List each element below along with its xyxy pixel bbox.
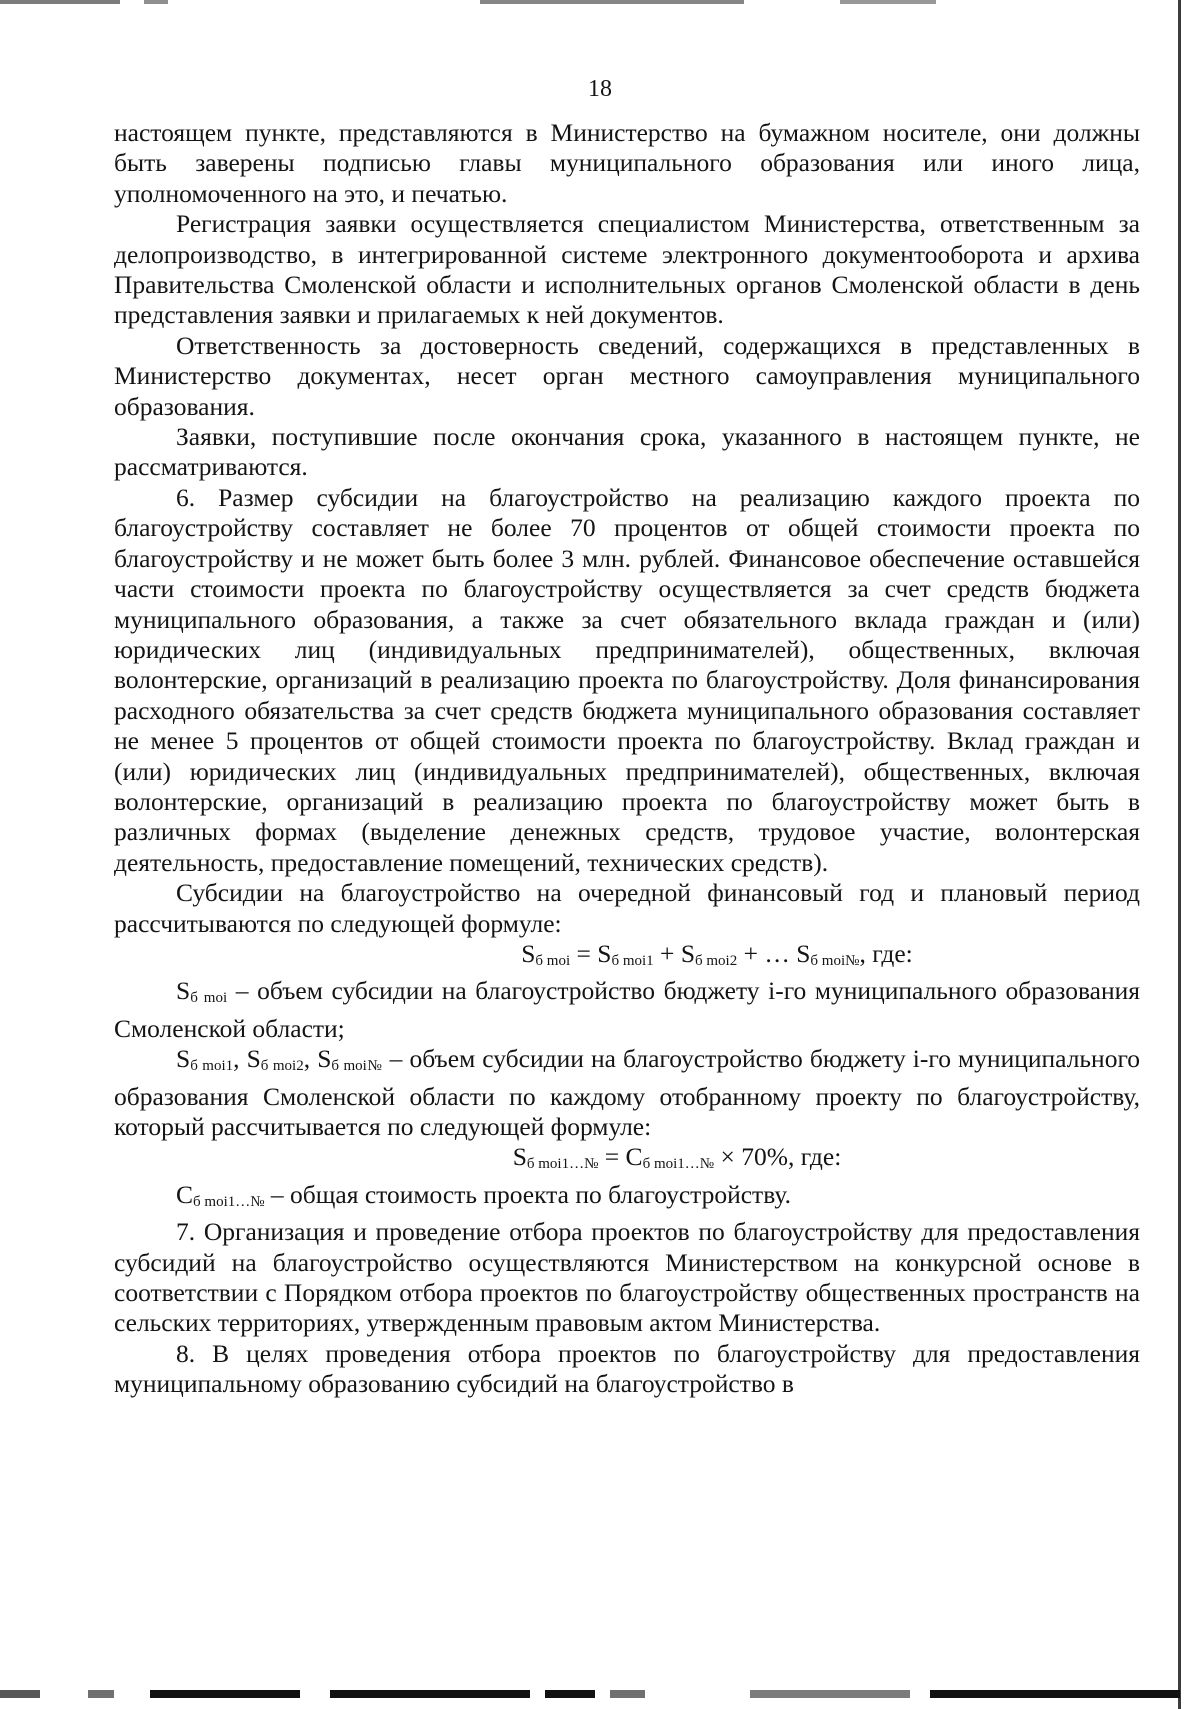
definition-text: – объем субсидии на благоустройство бюджету i-го муниципального образования Смоленской области; — [114, 976, 1140, 1043]
definition-s-moi — [114, 976, 1140, 1044]
subsidy-formula — [114, 939, 1140, 976]
formula-symbol: S — [512, 1142, 527, 1172]
paragraph: Субсидии на благоустройство на очередной финансовый год и плановый период рассчитываются по следующей формуле: — [114, 878, 1140, 938]
formula-symbol: S — [680, 938, 695, 968]
definition-text: – общая стоимость проекта по благоустройству. — [264, 1179, 791, 1209]
paragraph: Регистрация заявки осуществляется специалистом Министерства, ответственным за делопроизводство, в интегрированной системе электронного документооборота и архива Правительства Смоленской области и исполнительных органов Смоленской области в день представления заявки и прилагаемых к ней документов. — [114, 209, 1140, 330]
scan-edge-top — [0, 0, 1200, 4]
formula-symbol: S — [246, 1044, 261, 1074]
formula-subscript: б moi2 — [695, 952, 738, 969]
definition-s-moi-list — [114, 1044, 1140, 1142]
formula-subscript: б moi — [535, 952, 571, 969]
formula-symbol: S — [176, 1044, 191, 1074]
paragraph: настоящем пункте, представляются в Министерство на бумажном носителе, они должны быть заверены подписью главы муниципального образования или иного лица, уполномоченного на это, и печатью. — [114, 118, 1140, 208]
formula-subscript: б moi — [190, 990, 228, 1007]
project-subsidy-formula — [114, 1142, 1140, 1179]
formula-symbol: S — [796, 938, 811, 968]
formula-subscript: б moi1 — [190, 1058, 234, 1075]
formula-operator: = — [598, 1142, 626, 1172]
formula-subscript: б moi1…№ — [193, 1193, 265, 1210]
formula-symbol: C — [176, 1179, 194, 1209]
document-body — [114, 118, 1140, 1400]
paragraph-item-6: 6. Размер субсидии на благоустройство на реализацию каждого проекта по благоустройству составляет не более 70 процентов от общей стоимости проекта по благоустройству и не может быть более 3 млн. рублей. Финансовое обеспечение оставшейся части стоимости проекта по благоустройству осуществляется за счет средств бюджета муниципального образования, а также за счет обязательного вклада граждан и (или) юридических лиц (индивидуальных предпринимателей), общественных, включая волонтерские, организаций в реализацию проекта по благоустройству. Доля финансирования расходного обязательства за счет средств бюджета муниципального образования составляет не менее 5 процентов от общей стоимости проекта по благоустройству. Вклад граждан и (или) юридических лиц (индивидуальных предпринимателей), общественных, включая волонтерские, организаций в реализацию проекта по благоустройству может быть в различных формах (выделение денежных средств, трудовое участие, волонтерская деятельность, предоставление помещений, технических средств). — [114, 482, 1140, 877]
separator: , — [233, 1044, 247, 1074]
formula-subscript: б moi1 — [611, 952, 654, 969]
formula-symbol: C — [625, 1142, 643, 1172]
paragraph: Ответственность за достоверность сведений, содержащихся в представленных в Министерство документах, несет орган местного самоуправления муниципального образования. — [114, 330, 1140, 421]
definition-text: – объем субсидии на благоустройство бюджету i-го муниципального образования Смоленской области по каждому отобранному проекту по благоустройству, который рассчитывается по следующей формуле: — [114, 1044, 1141, 1141]
formula-subscript: б moi№ — [331, 1058, 383, 1075]
formula-symbol: S — [597, 938, 612, 968]
formula-operator: + … — [737, 938, 797, 968]
formula-symbol: S — [317, 1044, 332, 1074]
scan-edge-bottom — [0, 1690, 1180, 1699]
formula-symbol: S — [176, 976, 191, 1006]
formula-tail: , где: — [859, 938, 913, 968]
formula-operator: + — [653, 938, 681, 968]
formula-tail: × 70%, где: — [714, 1142, 842, 1172]
paragraph: Заявки, поступившие после окончания срока, указанного в настоящем пункте, не рассматриваются. — [114, 422, 1140, 482]
definition-c-moi — [114, 1180, 1140, 1217]
page-number: 18 — [588, 76, 612, 102]
formula-symbol: S — [521, 938, 536, 968]
formula-operator: = — [570, 938, 598, 968]
separator: , — [303, 1044, 318, 1074]
formula-subscript: б moi1…№ — [642, 1156, 715, 1173]
formula-subscript: б moi№ — [810, 952, 860, 969]
formula-subscript: б moi1…№ — [526, 1156, 599, 1173]
scan-edge-right — [1178, 0, 1181, 1709]
paragraph-item-8: 8. В целях проведения отбора проектов по благоустройству для предоставления муниципальному образованию субсидий на благоустройство в — [114, 1338, 1140, 1399]
paragraph-item-7: 7. Организация и проведение отбора проектов по благоустройству для предоставления субсидий на благоустройство осуществляются Министерством на конкурсной основе в соответствии с Порядком отбора проектов по благоустройству общественных пространств на сельских территориях, утвержденным правовым актом Министерства. — [114, 1217, 1140, 1338]
formula-subscript: б moi2 — [260, 1058, 304, 1075]
